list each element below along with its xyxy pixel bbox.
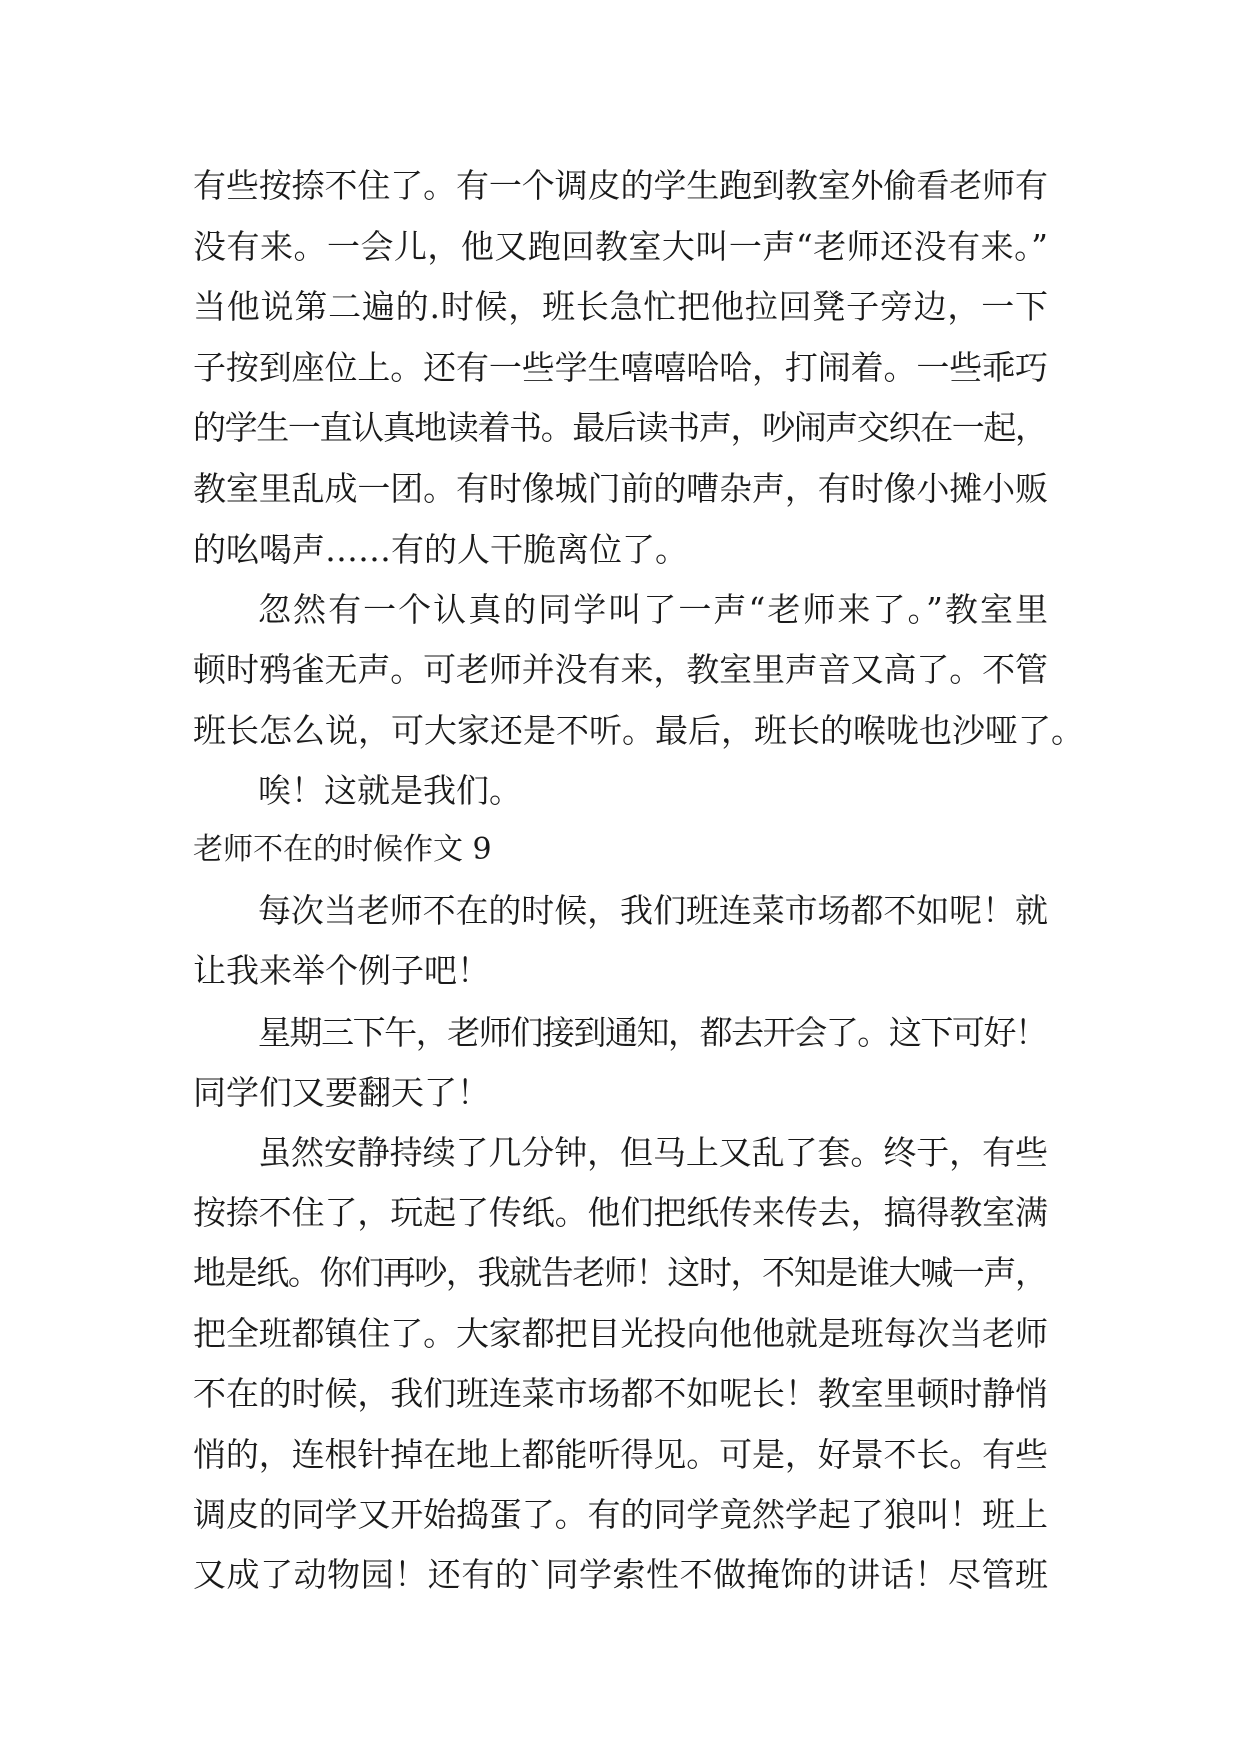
text-line: [0, 338, 1241, 398]
text-line: [0, 1183, 1241, 1243]
heading-text: 老师不在的时候作文 9: [193, 832, 492, 867]
line-text: 忽然有一个认真的同学叫了一声“老师来了。”教室里: [258, 590, 1051, 629]
paragraph-start: [0, 761, 1241, 821]
text-line: [0, 1304, 1241, 1364]
paragraph-start: [0, 1003, 1241, 1063]
section-heading: [0, 820, 1241, 880]
paragraph-start: [0, 881, 1241, 941]
text-line: [0, 1063, 1241, 1123]
text-line: [0, 1364, 1241, 1424]
text-line: [0, 701, 1241, 761]
line-text: 地是纸。你们再吵，我就告老师！这时，不知是谁大喊一声，: [193, 1253, 1047, 1292]
paragraph-start: [0, 1123, 1241, 1183]
text-line: [0, 277, 1241, 337]
text-line: [0, 1243, 1241, 1303]
text-line: [0, 459, 1241, 519]
line-text: 虽然安静持续了几分钟，但马上又乱了套。终于，有些: [258, 1133, 1048, 1172]
line-text: 按捺不住了，玩起了传纸。他们把纸传来传去，搞得教室满: [193, 1193, 1048, 1232]
line-text: 调皮的同学又开始捣蛋了。有的同学竟然学起了狼叫！班上: [193, 1495, 1048, 1534]
text-line: [0, 1545, 1241, 1605]
text-line: [0, 156, 1241, 216]
line-text: 同学们又要翻天了！: [193, 1073, 490, 1112]
text-line: [0, 640, 1241, 700]
line-text: 顿时鸦雀无声。可老师并没有来，教室里声音又高了。不管: [193, 650, 1048, 689]
line-text: 当他说第二遍的.时候，班长急忙把他拉回凳子旁边，一下: [193, 287, 1049, 326]
line-text: 没有来。一会儿，他又跑回教室大叫一声“老师还没有来。”: [193, 227, 1049, 266]
line-text: 教室里乱成一团。有时像城门前的嘈杂声，有时像小摊小贩: [193, 469, 1048, 508]
line-text: 星期三下午，老师们接到通知，都去开会了。这下可好！: [258, 1013, 1047, 1052]
line-text: 每次当老师不在的时候，我们班连菜市场都不如呢！就: [258, 891, 1048, 930]
line-text: 不在的时候，我们班连菜市场都不如呢长！教室里顿时静悄: [193, 1374, 1048, 1413]
line-text: 又成了动物园！还有的`同学索性不做掩饰的讲话！尽管班: [193, 1555, 1049, 1594]
line-text: 悄的，连根针掉在地上都能听得见。可是，好景不长。有些: [193, 1435, 1048, 1474]
line-text: 让我来举个例子吧！: [193, 951, 490, 990]
text-line: [0, 1425, 1241, 1485]
text-line: [0, 1485, 1241, 1545]
line-text: 子按到座位上。还有一些学生嘻嘻哈哈，打闹着。一些乖巧: [193, 348, 1048, 387]
line-text: 的学生一直认真地读着书。最后读书声，吵闹声交织在一起，: [193, 408, 1047, 447]
line-text: 把全班都镇住了。大家都把目光投向他他就是班每次当老师: [193, 1314, 1048, 1353]
text-line: [0, 520, 1241, 580]
line-text: 有些按捺不住了。有一个调皮的学生跑到教室外偷看老师有: [193, 166, 1048, 205]
text-line: [0, 941, 1241, 1001]
text-line: [0, 398, 1241, 458]
text-line: [0, 217, 1241, 277]
line-text: 唉！这就是我们。: [258, 771, 522, 810]
line-text: 的吆喝声……有的人干脆离位了。: [193, 530, 688, 569]
paragraph-start: [0, 580, 1241, 640]
line-text: 班长怎么说，可大家还是不听。最后，班长的喉咙也沙哑了。: [193, 711, 1084, 750]
